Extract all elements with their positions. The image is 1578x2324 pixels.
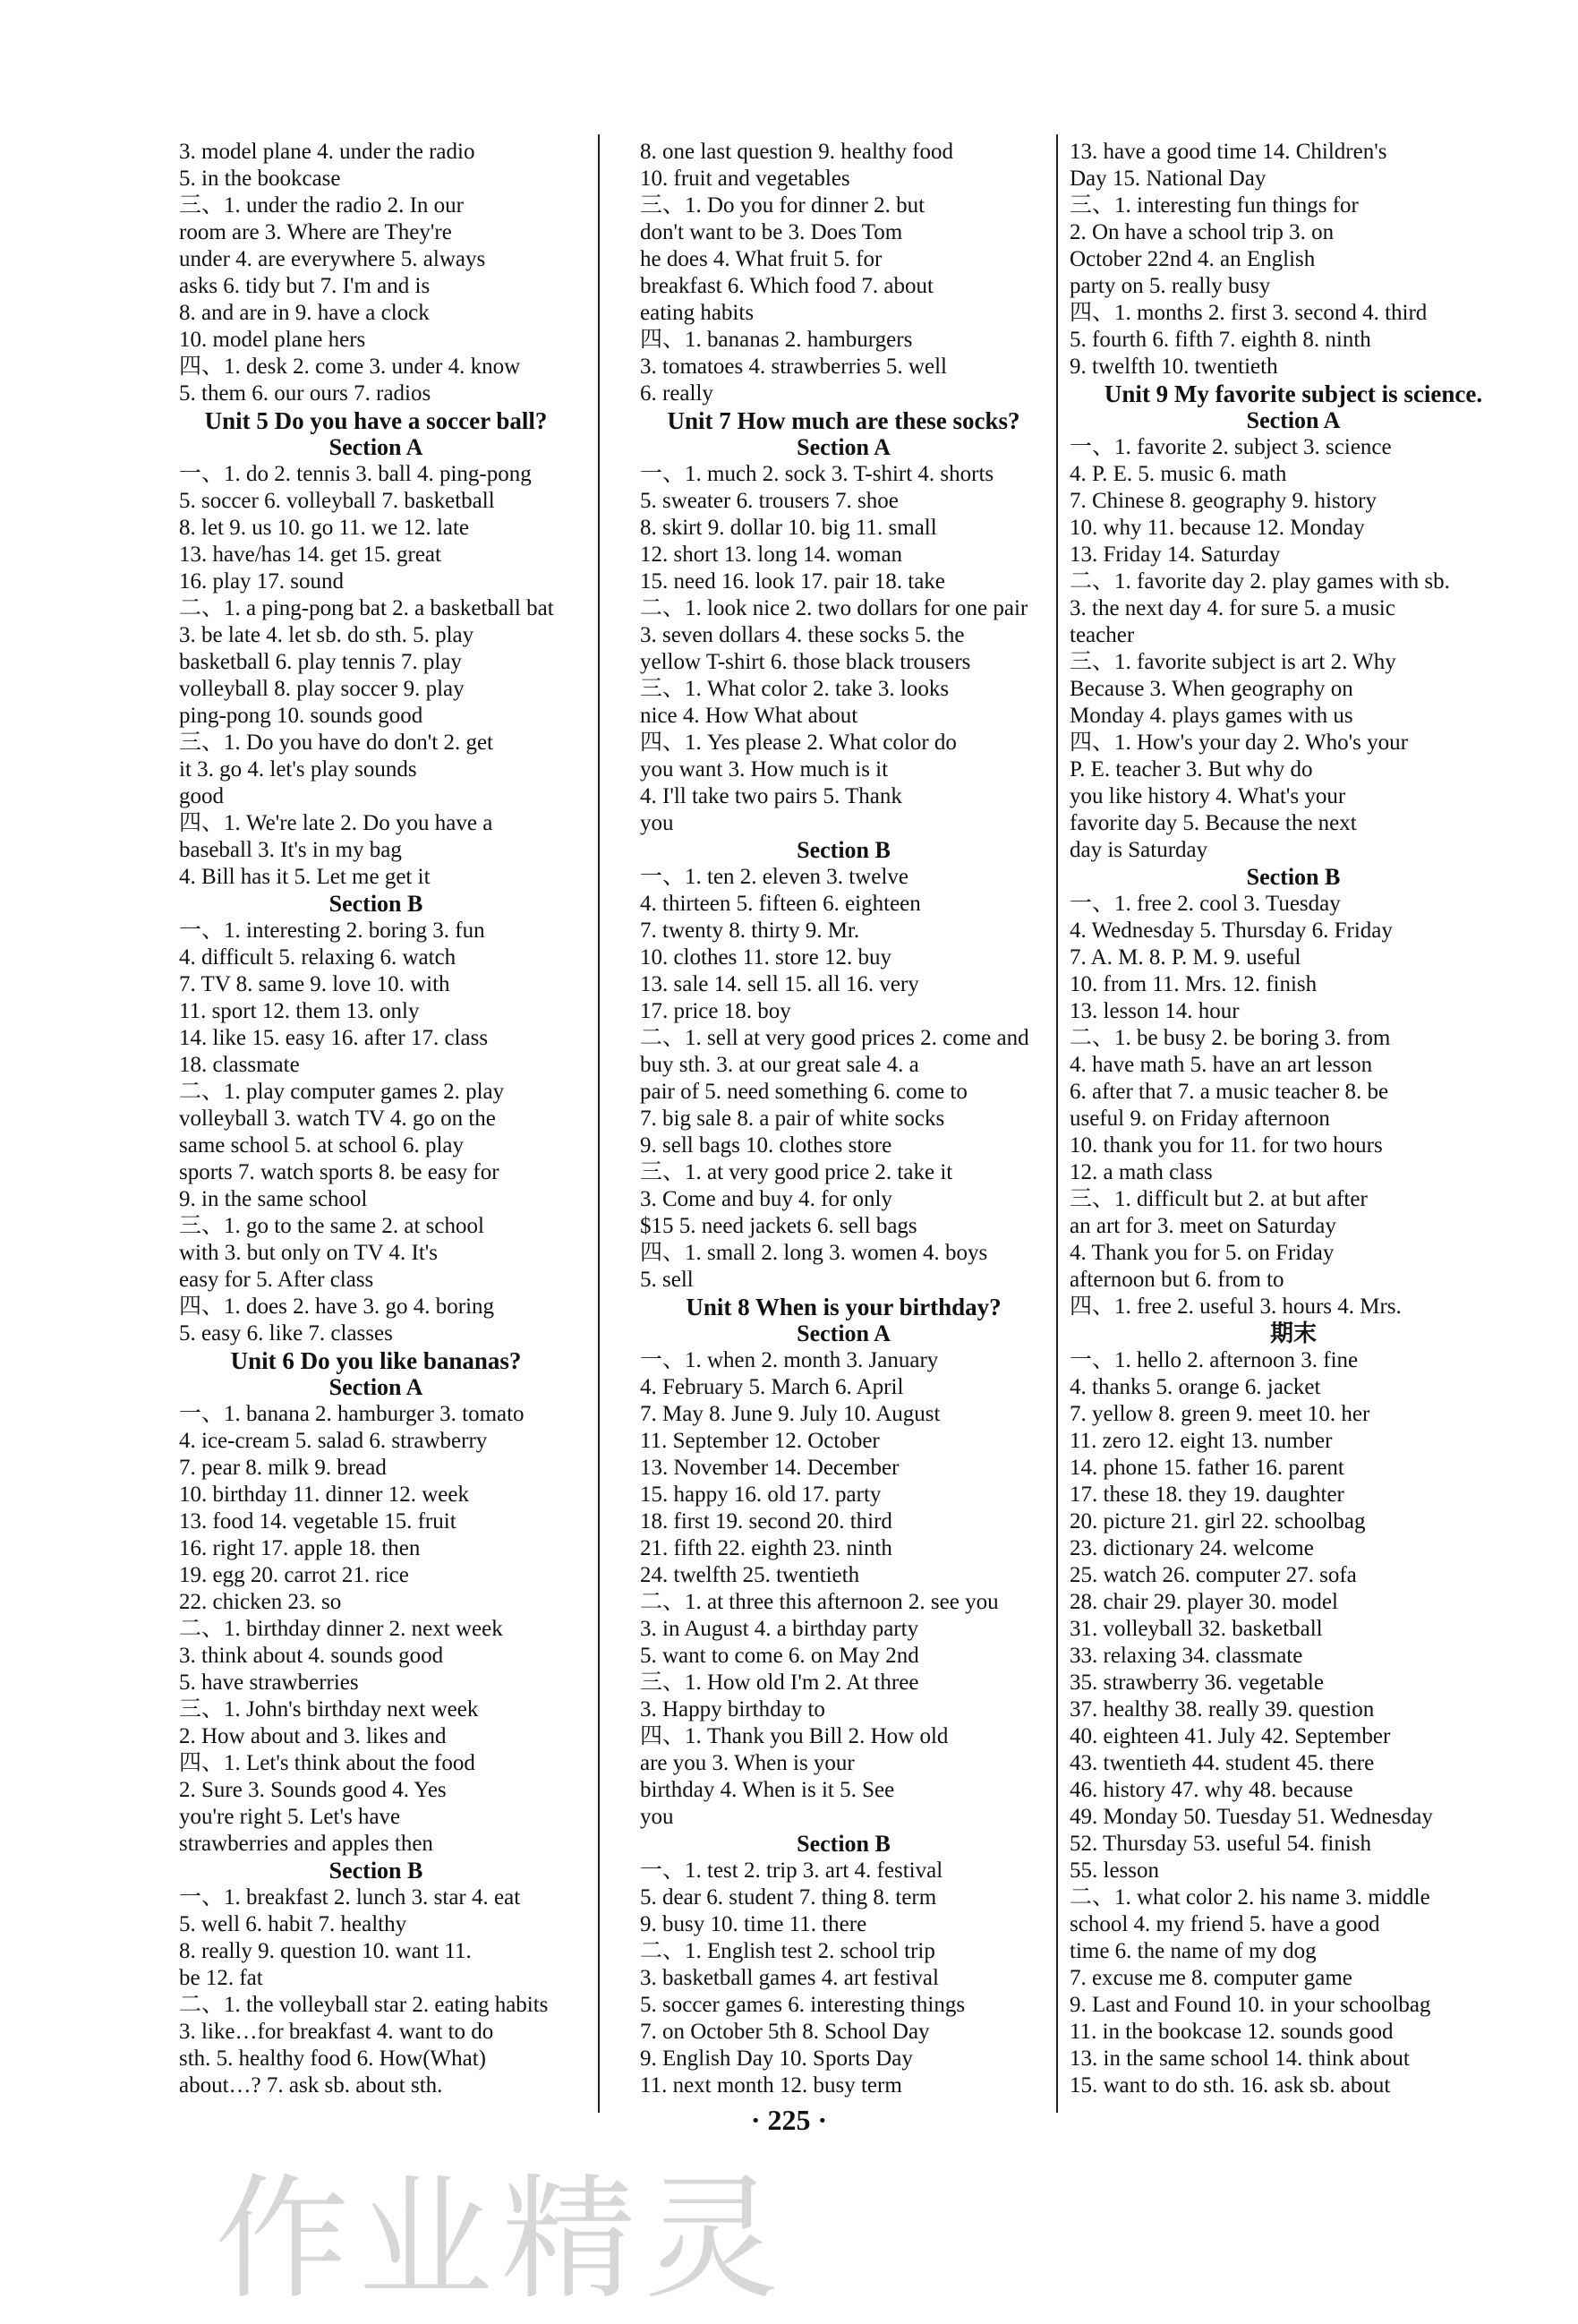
- answer-line: 3. seven dollars 4. these socks 5. the: [640, 623, 965, 647]
- answer-line: Because 3. When geography on: [1070, 677, 1353, 701]
- answer-line: 20. picture 21. girl 22. schoolbag: [1070, 1509, 1366, 1534]
- answer-line: 一、1. banana 2. hamburger 3. tomato: [179, 1402, 525, 1426]
- answer-line: 三、1. How old I'm 2. At three: [640, 1670, 919, 1695]
- answer-line: ping-pong 10. sounds good: [179, 704, 423, 728]
- answer-line: Monday 4. plays games with us: [1070, 704, 1353, 728]
- answer-line: 4. I'll take two pairs 5. Thank: [640, 784, 902, 808]
- answer-line: 5. fourth 6. fifth 7. eighth 8. ninth: [1070, 328, 1371, 352]
- answer-line: 52. Thursday 53. useful 54. finish: [1070, 1832, 1372, 1856]
- answer-line: 10. from 11. Mrs. 12. finish: [1070, 972, 1318, 996]
- unit-heading: Unit 5 Do you have a soccer ball?: [204, 407, 548, 434]
- answer-line: party on 5. really busy: [1070, 274, 1271, 298]
- answer-line: 15. want to do sth. 16. ask sb. about: [1070, 2073, 1391, 2098]
- section-heading: Section B: [1246, 864, 1341, 890]
- answer-line: 10. why 11. because 12. Monday: [1070, 516, 1365, 540]
- answer-line: 4. P. E. 5. music 6. math: [1070, 462, 1287, 486]
- answer-line: you want 3. How much is it: [640, 757, 889, 782]
- answer-line: 三、1. at very good price 2. take it: [640, 1160, 953, 1184]
- answer-line: 7. excuse me 8. computer game: [1070, 1966, 1352, 1990]
- answer-line: 四、1. does 2. have 3. go 4. boring: [179, 1294, 495, 1319]
- answer-column-2: [640, 139, 1047, 2099]
- answer-line: buy sth. 3. at our great sale 4. a: [640, 1053, 919, 1077]
- answer-line: be 12. fat: [179, 1966, 263, 1990]
- answer-line: 11. in the bookcase 12. sounds good: [1070, 2020, 1394, 2044]
- answer-line: 6. really: [640, 381, 713, 406]
- answer-line: 7. TV 8. same 9. love 10. with: [179, 972, 450, 996]
- answer-line: 一、1. free 2. cool 3. Tuesday: [1070, 892, 1341, 916]
- answer-line: 3. model plane 4. under the radio: [179, 140, 475, 164]
- answer-line: 10. clothes 11. store 12. buy: [640, 945, 891, 970]
- answer-line: 二、1. favorite day 2. play games with sb.: [1070, 569, 1450, 594]
- answer-line: 4. ice-cream 5. salad 6. strawberry: [179, 1429, 488, 1453]
- answer-line: 5. soccer 6. volleyball 7. basketball: [179, 489, 495, 513]
- answer-line: 2. How about and 3. likes and: [179, 1724, 447, 1748]
- answer-line: sports 7. watch sports 8. be easy for: [179, 1160, 499, 1184]
- answer-line: 15. need 16. look 17. pair 18. take: [640, 569, 945, 594]
- answer-line: 三、1. Do you for dinner 2. but: [640, 193, 925, 218]
- answer-line: 三、1. difficult but 2. at but after: [1070, 1187, 1368, 1211]
- answer-line: 12. short 13. long 14. woman: [640, 543, 903, 567]
- answer-line: 二、1. play computer games 2. play: [179, 1080, 505, 1104]
- answer-line: 9. sell bags 10. clothes store: [640, 1133, 892, 1158]
- answer-line: 四、1. Let's think about the food: [179, 1751, 475, 1775]
- answer-line: 9. busy 10. time 11. there: [640, 1912, 867, 1936]
- answer-line: 5. want to come 6. on May 2nd: [640, 1644, 919, 1668]
- answer-line: same school 5. at school 6. play: [179, 1133, 464, 1158]
- answer-line: 10. birthday 11. dinner 12. week: [179, 1482, 469, 1507]
- answer-line: 7. big sale 8. a pair of white socks: [640, 1106, 945, 1131]
- answer-line: 一、1. ten 2. eleven 3. twelve: [640, 865, 908, 889]
- answer-line: 5. them 6. our ours 7. radios: [179, 381, 431, 406]
- answer-line: 8. one last question 9. healthy food: [640, 140, 953, 164]
- answer-line: breakfast 6. Which food 7. about: [640, 274, 934, 298]
- answer-line: 5. well 6. habit 7. healthy: [179, 1912, 407, 1936]
- answer-line: you: [640, 1805, 674, 1829]
- answer-line: 一、1. hello 2. afternoon 3. fine: [1070, 1348, 1359, 1372]
- answer-line: you: [640, 811, 674, 835]
- answer-line: favorite day 5. Because the next: [1070, 811, 1357, 835]
- section-heading: Section A: [797, 434, 891, 460]
- answer-line: 三、1. Do you have do don't 2. get: [179, 731, 493, 755]
- answer-line: 17. these 18. they 19. daughter: [1070, 1482, 1344, 1507]
- answer-line: afternoon but 6. from to: [1070, 1268, 1284, 1292]
- answer-line: sth. 5. healthy food 6. How(What): [179, 2046, 486, 2071]
- answer-line: basketball 6. play tennis 7. play: [179, 650, 462, 674]
- section-heading: Section A: [328, 1374, 423, 1400]
- answer-column-1: [179, 139, 573, 2099]
- answer-line: 3. Come and buy 4. for only: [640, 1187, 892, 1211]
- answer-line: 3. think about 4. sounds good: [179, 1644, 444, 1668]
- answer-line: 49. Monday 50. Tuesday 51. Wednesday: [1070, 1805, 1433, 1829]
- answer-line: 三、1. go to the same 2. at school: [179, 1214, 484, 1238]
- answer-line: 三、1. interesting fun things for: [1070, 193, 1359, 218]
- answer-line: 33. relaxing 34. classmate: [1070, 1644, 1303, 1668]
- section-heading: Section B: [328, 891, 423, 917]
- answer-line: are you 3. When is your: [640, 1751, 855, 1775]
- answer-line: 一、1. much 2. sock 3. T-shirt 4. shorts: [640, 462, 994, 486]
- answer-line: 3. the next day 4. for sure 5. a music: [1070, 596, 1395, 620]
- answer-line: 4. Wednesday 5. Thursday 6. Friday: [1070, 918, 1393, 943]
- answer-line: pair of 5. need something 6. come to: [640, 1080, 968, 1104]
- answer-line: 5. in the bookcase: [179, 167, 341, 191]
- unit-heading: Unit 6 Do you like bananas?: [230, 1347, 522, 1374]
- answer-line: 9. in the same school: [179, 1187, 368, 1211]
- answer-line: he does 4. What fruit 5. for: [640, 247, 883, 271]
- answer-line: you're right 5. Let's have: [179, 1805, 401, 1829]
- answer-line: 5. soccer games 6. interesting things: [640, 1993, 966, 2017]
- answer-line: 二、1. sell at very good prices 2. come and: [640, 1026, 1029, 1050]
- section-heading: 期末: [1269, 1320, 1317, 1346]
- answer-line: 2. On have a school trip 3. on: [1070, 220, 1335, 244]
- answer-line: 5. dear 6. student 7. thing 8. term: [640, 1885, 937, 1910]
- answer-line: 11. next month 12. busy term: [640, 2073, 902, 2098]
- column-divider: [598, 134, 600, 2113]
- answer-line: about…? 7. ask sb. about sth.: [179, 2073, 443, 2098]
- answer-line: 16. right 17. apple 18. then: [179, 1536, 421, 1560]
- answer-line: 4. Bill has it 5. Let me get it: [179, 865, 431, 889]
- answer-line: 一、1. when 2. month 3. January: [640, 1348, 939, 1372]
- answer-line: 13. food 14. vegetable 15. fruit: [179, 1509, 456, 1534]
- page-number: · 225 ·: [750, 2104, 828, 2136]
- answer-line: 10. model plane hers: [179, 328, 366, 352]
- answer-line: 三、1. John's birthday next week: [179, 1697, 479, 1722]
- answer-line: time 6. the name of my dog: [1070, 1939, 1317, 1963]
- answer-line: school 4. my friend 5. have a good: [1070, 1912, 1380, 1936]
- answer-line: 二、1. be busy 2. be boring 3. from: [1070, 1026, 1391, 1050]
- answer-line: 5. have strawberries: [179, 1670, 359, 1695]
- answer-line: an art for 3. meet on Saturday: [1070, 1214, 1336, 1238]
- answer-line: 3. basketball games 4. art festival: [640, 1966, 939, 1990]
- answer-line: 28. chair 29. player 30. model: [1070, 1590, 1338, 1614]
- answer-line: 3. in August 4. a birthday party: [640, 1617, 919, 1641]
- answer-line: 16. play 17. sound: [179, 569, 345, 594]
- answer-line: 一、1. breakfast 2. lunch 3. star 4. eat: [179, 1885, 521, 1910]
- answer-line: 4. thanks 5. orange 6. jacket: [1070, 1375, 1321, 1399]
- answer-line: 4. difficult 5. relaxing 6. watch: [179, 945, 456, 970]
- answer-line: 8. skirt 9. dollar 10. big 11. small: [640, 516, 937, 540]
- answer-line: 12. a math class: [1070, 1160, 1213, 1184]
- answer-line: 三、1. under the radio 2. In our: [179, 193, 464, 218]
- answer-line: 4. February 5. March 6. April: [640, 1375, 904, 1399]
- unit-heading: Unit 8 When is your birthday?: [686, 1294, 1002, 1320]
- answer-line: 5. sweater 6. trousers 7. shoe: [640, 489, 899, 513]
- answer-line: 7. A. M. 8. P. M. 9. useful: [1070, 945, 1301, 970]
- answer-line: nice 4. How What about: [640, 704, 858, 728]
- answer-line: 22. chicken 23. so: [179, 1590, 342, 1614]
- answer-line: 二、1. a ping-pong bat 2. a basketball bat: [179, 596, 554, 620]
- answer-line: 10. thank you for 11. for two hours: [1070, 1133, 1383, 1158]
- answer-line: 24. twelfth 25. twentieth: [640, 1563, 860, 1587]
- answer-line: 一、1. do 2. tennis 3. ball 4. ping-pong: [179, 462, 532, 486]
- answer-line: 四、1. months 2. first 3. second 4. third: [1070, 301, 1428, 325]
- answer-line: 9. twelfth 10. twentieth: [1070, 355, 1278, 379]
- answer-line: 18. first 19. second 20. third: [640, 1509, 892, 1534]
- answer-line: teacher: [1070, 623, 1135, 647]
- answer-line: 55. lesson: [1070, 1858, 1159, 1883]
- answer-line: 14. phone 15. father 16. parent: [1070, 1456, 1344, 1480]
- answer-line: 8. let 9. us 10. go 11. we 12. late: [179, 516, 470, 540]
- answer-line: 9. Last and Found 10. in your schoolbag: [1070, 1993, 1431, 2017]
- answer-line: 11. zero 12. eight 13. number: [1070, 1429, 1333, 1453]
- answer-line: 3. like…for breakfast 4. want to do: [179, 2020, 494, 2044]
- answer-line: 7. May 8. June 9. July 10. August: [640, 1402, 941, 1426]
- section-heading: Section B: [328, 1858, 423, 1884]
- answer-line: 7. pear 8. milk 9. bread: [179, 1456, 387, 1480]
- answer-line: 9. English Day 10. Sports Day: [640, 2046, 913, 2071]
- answer-line: 5. sell: [640, 1268, 694, 1292]
- answer-line: 11. September 12. October: [640, 1429, 880, 1453]
- section-heading: Section B: [797, 1831, 891, 1857]
- answer-line: under 4. are everywhere 5. always: [179, 247, 486, 271]
- answer-line: 6. after that 7. a music teacher 8. be: [1070, 1080, 1389, 1104]
- answer-line: 四、1. How's your day 2. Who's your: [1070, 731, 1408, 755]
- answer-line: 3. be late 4. let sb. do sth. 5. play: [179, 623, 474, 647]
- answer-line: room are 3. Where are They're: [179, 220, 452, 244]
- answer-line: 4. Thank you for 5. on Friday: [1070, 1241, 1335, 1265]
- answer-line: don't want to be 3. Does Tom: [640, 220, 903, 244]
- answer-line: 8. and are in 9. have a clock: [179, 301, 430, 325]
- answer-line: 4. thirteen 5. fifteen 6. eighteen: [640, 892, 921, 916]
- column-divider: [1056, 134, 1058, 2113]
- section-heading: Section A: [797, 1320, 891, 1346]
- answer-line: 37. healthy 38. really 39. question: [1070, 1697, 1375, 1722]
- answer-line: 23. dictionary 24. welcome: [1070, 1536, 1314, 1560]
- section-heading: Section A: [328, 434, 423, 460]
- answer-line: strawberries and apples then: [179, 1832, 433, 1856]
- answer-line: October 22nd 4. an English: [1070, 247, 1316, 271]
- answer-line: $15 5. need jackets 6. sell bags: [640, 1214, 917, 1238]
- section-heading: Section B: [797, 837, 891, 863]
- answer-line: 四、1. Yes please 2. What color do: [640, 731, 957, 755]
- watermark-logo: 作业精灵: [215, 2162, 789, 2318]
- answer-line: 3. tomatoes 4. strawberries 5. well: [640, 355, 947, 379]
- answer-line: 4. have math 5. have an art lesson: [1070, 1053, 1373, 1077]
- section-heading: Section A: [1246, 407, 1341, 433]
- answer-line: 7. on October 5th 8. School Day: [640, 2020, 930, 2044]
- answer-line: 7. Chinese 8. geography 9. history: [1070, 489, 1378, 513]
- answer-line: 13. in the same school 14. think about: [1070, 2046, 1410, 2071]
- answer-line: easy for 5. After class: [179, 1268, 374, 1292]
- answer-line: 21. fifth 22. eighth 23. ninth: [640, 1536, 892, 1560]
- answer-line: 7. yellow 8. green 9. meet 10. her: [1070, 1402, 1370, 1426]
- answer-line: 17. price 18. boy: [640, 999, 791, 1023]
- answer-line: useful 9. on Friday afternoon: [1070, 1106, 1330, 1131]
- answer-line: 15. happy 16. old 17. party: [640, 1482, 882, 1507]
- answer-line: day is Saturday: [1070, 838, 1208, 862]
- answer-line: 三、1. What color 2. take 3. looks: [640, 677, 950, 701]
- answer-line: with 3. but only on TV 4. It's: [179, 1241, 439, 1265]
- answer-line: 二、1. English test 2. school trip: [640, 1939, 935, 1963]
- answer-line: 二、1. the volleyball star 2. eating habits: [179, 1993, 549, 2017]
- answer-line: 四、1. We're late 2. Do you have a: [179, 811, 493, 835]
- answer-line: volleyball 3. watch TV 4. go on the: [179, 1106, 496, 1131]
- answer-line: eating habits: [640, 301, 755, 325]
- answer-line: 8. really 9. question 10. want 11.: [179, 1939, 472, 1963]
- answer-line: 3. Happy birthday to: [640, 1697, 825, 1722]
- unit-heading: Unit 7 How much are these socks?: [667, 407, 1020, 434]
- answer-line: asks 6. tidy but 7. I'm and is: [179, 274, 431, 298]
- answer-line: 三、1. favorite subject is art 2. Why: [1070, 650, 1396, 674]
- answer-line: 四、1. free 2. useful 3. hours 4. Mrs.: [1070, 1294, 1402, 1319]
- unit-heading: Unit 9 My favorite subject is science.: [1104, 380, 1483, 407]
- answer-line: 40. eighteen 41. July 42. September: [1070, 1724, 1391, 1748]
- answer-line: 一、1. interesting 2. boring 3. fun: [179, 918, 485, 943]
- answer-line: 四、1. desk 2. come 3. under 4. know: [179, 355, 521, 379]
- answer-line: it 3. go 4. let's play sounds: [179, 757, 417, 782]
- answer-line: 7. twenty 8. thirty 9. Mr.: [640, 918, 860, 943]
- answer-line: 19. egg 20. carrot 21. rice: [179, 1563, 409, 1587]
- answer-line: 一、1. test 2. trip 3. art 4. festival: [640, 1858, 943, 1883]
- answer-line: 13. sale 14. sell 15. all 16. very: [640, 972, 919, 996]
- answer-line: 一、1. favorite 2. subject 3. science: [1070, 435, 1392, 459]
- answer-line: birthday 4. When is it 5. See: [640, 1778, 895, 1802]
- answer-column-3: [1070, 139, 1517, 2099]
- answer-line: good: [179, 784, 224, 808]
- answer-line: volleyball 8. play soccer 9. play: [179, 677, 465, 701]
- answer-line: 35. strawberry 36. vegetable: [1070, 1670, 1324, 1695]
- answer-line: 2. Sure 3. Sounds good 4. Yes: [179, 1778, 447, 1802]
- answer-line: 25. watch 26. computer 27. sofa: [1070, 1563, 1357, 1587]
- answer-line: 13. have/has 14. get 15. great: [179, 543, 441, 567]
- answer-line: 5. easy 6. like 7. classes: [179, 1321, 393, 1346]
- answer-line: 二、1. what color 2. his name 3. middle: [1070, 1885, 1430, 1910]
- answer-line: 13. November 14. December: [640, 1456, 900, 1480]
- answer-line: P. E. teacher 3. But why do: [1070, 757, 1313, 782]
- answer-line: yellow T-shirt 6. those black trousers: [640, 650, 971, 674]
- answer-line: Day 15. National Day: [1070, 167, 1267, 191]
- answer-line: 二、1. birthday dinner 2. next week: [179, 1617, 503, 1641]
- answer-line: 46. history 47. why 48. because: [1070, 1778, 1353, 1802]
- answer-line: 二、1. at three this afternoon 2. see you: [640, 1590, 999, 1614]
- answer-line: you like history 4. What's your: [1070, 784, 1346, 808]
- answer-line: baseball 3. It's in my bag: [179, 838, 402, 862]
- answer-line: 13. lesson 14. hour: [1070, 999, 1240, 1023]
- answer-line: 31. volleyball 32. basketball: [1070, 1617, 1323, 1641]
- answer-line: 11. sport 12. them 13. only: [179, 999, 420, 1023]
- answer-line: 四、1. bananas 2. hamburgers: [640, 328, 913, 352]
- answer-line: 10. fruit and vegetables: [640, 167, 850, 191]
- answer-line: 18. classmate: [179, 1053, 300, 1077]
- answer-line: 43. twentieth 44. student 45. there: [1070, 1751, 1375, 1775]
- answer-line: 13. have a good time 14. Children's: [1070, 140, 1387, 164]
- answer-line: 13. Friday 14. Saturday: [1070, 543, 1281, 567]
- answer-line: 14. like 15. easy 16. after 17. class: [179, 1026, 489, 1050]
- answer-line: 四、1. small 2. long 3. women 4. boys: [640, 1241, 988, 1265]
- answer-line: 二、1. look nice 2. two dollars for one pair: [640, 596, 1028, 620]
- answer-line: 四、1. Thank you Bill 2. How old: [640, 1724, 949, 1748]
